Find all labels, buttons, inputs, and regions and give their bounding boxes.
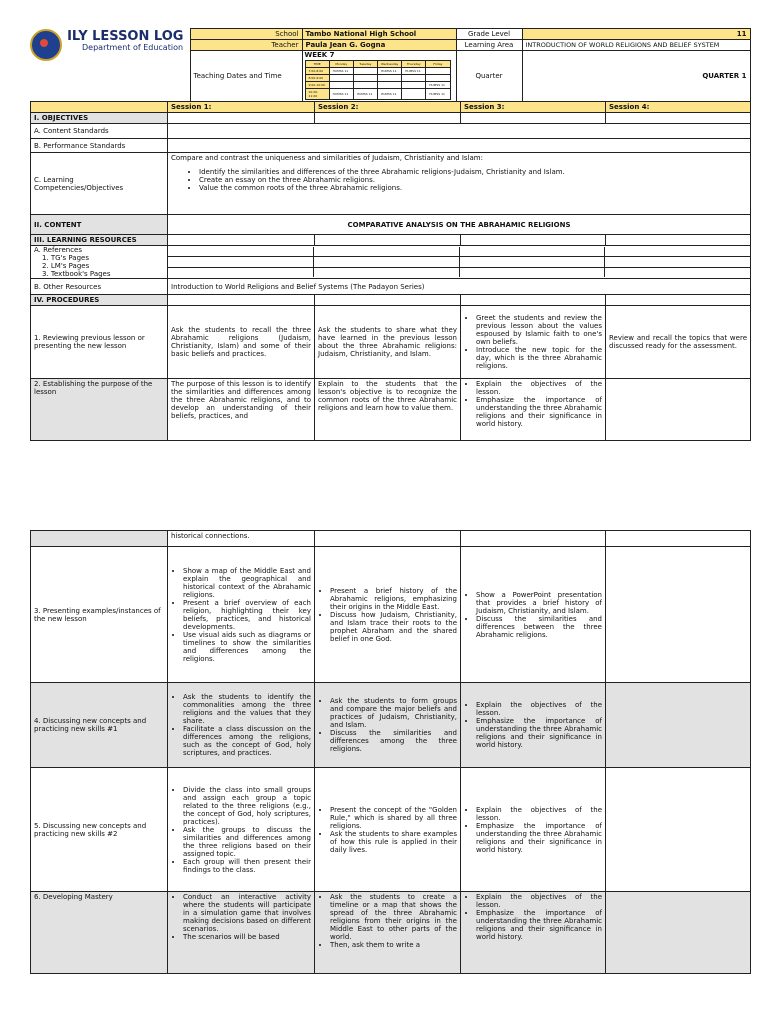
presenting-session-1 bbox=[168, 547, 315, 683]
mini-day: Monday bbox=[329, 61, 353, 68]
presenting-session-4 bbox=[606, 547, 751, 683]
log-title: ILY LESSON LOG bbox=[67, 28, 184, 44]
list-item: • Discuss the similarities and differences between the three Abrahamic religions. bbox=[476, 615, 602, 639]
review-session-4: Review and recall the topics that were discussed ready for the assessment. bbox=[606, 306, 751, 379]
review-label: 1. Reviewing previous lesson or presenting the new lesson bbox=[31, 306, 168, 379]
list-item: • Explain the objectives of the lesson. bbox=[476, 893, 602, 909]
performance-standards-label: B. Performance Standards bbox=[31, 139, 168, 153]
quarter-value: QUARTER 1 bbox=[522, 51, 750, 102]
list-item: • Emphasize the importance of understanding the three Abrahamic religions and their significance in world history. bbox=[476, 717, 602, 749]
competencies-list bbox=[171, 168, 747, 192]
review-session-2: Ask the students to share what they have learned in the previous lesson about the three Abrahamic religions: Judaism, Christianity, and Islam. bbox=[315, 306, 461, 379]
presenting-s3-list bbox=[464, 591, 602, 639]
content-title: COMPARATIVE ANALYSIS ON THE ABRAHAMIC RELIGIONS bbox=[168, 215, 751, 235]
mini-cell bbox=[402, 75, 426, 82]
list-item: • Present a brief history of the Abrahamic religions, emphasizing their origins in the Middle East. bbox=[330, 587, 457, 611]
blank-cell bbox=[606, 113, 751, 124]
discuss2-session-4 bbox=[606, 768, 751, 892]
mastery-session-1 bbox=[168, 892, 315, 974]
mini-day: Friday bbox=[426, 61, 450, 68]
list-item: • Greet the students and review the previous lesson about the values espoused by Islamic faith to one's own beliefs. bbox=[476, 314, 602, 346]
session-3-header: Session 3: bbox=[461, 102, 606, 113]
blank-cell bbox=[605, 256, 751, 267]
review-s3-list bbox=[464, 314, 602, 370]
list-item: • Emphasize the importance of understanding the three Abrahamic religions and their significance in world history. bbox=[476, 396, 602, 428]
teacher-label: Teacher bbox=[190, 40, 302, 51]
blank-cell bbox=[606, 235, 751, 246]
blank-cell bbox=[168, 268, 314, 277]
header-logo-cell bbox=[30, 29, 190, 102]
presenting-s1-list bbox=[171, 567, 311, 663]
discuss1-s1-list bbox=[171, 693, 311, 757]
lesson-log-header bbox=[30, 28, 751, 102]
discuss1-session-2 bbox=[315, 683, 461, 768]
mini-cell: 10:00-11:00 bbox=[305, 89, 329, 100]
other-resources-value: Introduction to World Religions and Belief Systems (The Padayon Series) bbox=[168, 279, 751, 295]
mini-cell bbox=[377, 82, 401, 89]
mini-cell: HUMSS 11 bbox=[426, 82, 450, 89]
blank-cell bbox=[315, 113, 461, 124]
procedures-heading: IV. PROCEDURES bbox=[31, 295, 168, 306]
mini-cell bbox=[353, 82, 377, 89]
mini-cell: 8:00-9:00 bbox=[305, 75, 329, 82]
purpose-session-4 bbox=[606, 379, 751, 441]
mini-cell: HUMSS 11 bbox=[377, 89, 401, 100]
mini-cell bbox=[377, 75, 401, 82]
discuss1-label: 4. Discussing new concepts and practicing new skills #1 bbox=[31, 683, 168, 768]
list-item: • Show a PowerPoint presentation that provides a brief history of Judaism, Christianity, and Islam. bbox=[476, 591, 602, 615]
discuss2-label: 5. Discussing new concepts and practicing new skills #2 bbox=[31, 768, 168, 892]
week-label: WEEK 7 bbox=[304, 51, 335, 59]
list-item: • Divide the class into small groups and assign each group a topic related to the three religions (e.g., the concept of God, holy scriptures, practices). bbox=[183, 786, 311, 826]
mini-day: TIME bbox=[305, 61, 329, 68]
discuss2-s1-list bbox=[171, 786, 311, 874]
blank-cell bbox=[605, 247, 751, 256]
mastery-s2-list bbox=[318, 893, 457, 949]
dates-label: Teaching Dates and Time bbox=[190, 51, 302, 102]
mini-cell: HUMSS 11 bbox=[402, 68, 426, 75]
list-item: • Ask the students to identify the commonalities among the three religions and the values that they share. bbox=[183, 693, 311, 725]
discuss1-s3-list bbox=[464, 701, 602, 749]
blank-cell bbox=[314, 247, 460, 256]
purpose-s3-list bbox=[464, 380, 602, 428]
blank-cell bbox=[606, 531, 751, 547]
mastery-session-3 bbox=[461, 892, 606, 974]
blank-cell bbox=[168, 113, 315, 124]
mini-cell: HUMSS 11 bbox=[353, 89, 377, 100]
content-heading: II. CONTENT bbox=[31, 215, 168, 235]
review-session-1: Ask the students to recall the three Abrahamic religions (Judaism, Christianity, Islam) and some of their basic beliefs and practices. bbox=[168, 306, 315, 379]
list-item: • Emphasize the importance of understanding the three Abrahamic religions and their significance in world history. bbox=[476, 909, 602, 941]
competencies-intro: Compare and contrast the uniqueness and similarities of Judaism, Christianity and Islam: bbox=[171, 154, 483, 162]
school-label: School bbox=[190, 29, 302, 40]
blank-cell bbox=[168, 247, 314, 256]
school-value: Tambo National High School bbox=[302, 29, 456, 40]
list-item: • Ask the groups to discuss the similarities and differences among the three religions based on their assigned topic. bbox=[183, 826, 311, 858]
presenting-label: 3. Presenting examples/instances of the new lesson bbox=[31, 547, 168, 683]
list-item: • Explain the objectives of the lesson. bbox=[476, 806, 602, 822]
blank-cell bbox=[461, 531, 606, 547]
blank-cell bbox=[461, 235, 606, 246]
blank-cell bbox=[31, 531, 168, 547]
discuss1-s2-list bbox=[318, 697, 457, 753]
lm-pages-label: 2. LM's Pages bbox=[42, 262, 90, 270]
references-cell bbox=[31, 246, 168, 279]
list-item: • Discuss the similarities and differences among the three religions. bbox=[330, 729, 457, 753]
grade-value: 11 bbox=[522, 29, 750, 40]
lesson-log-body bbox=[30, 101, 751, 441]
discuss2-s2-list bbox=[318, 806, 457, 854]
list-item: • Ask the students to form groups and compare the major beliefs and practices of Judaism, Christianity, and Islam. bbox=[330, 697, 457, 729]
session-1-header: Session 1: bbox=[168, 102, 315, 113]
discuss2-s3-list bbox=[464, 806, 602, 854]
blank-cell bbox=[314, 256, 460, 267]
blank-cell bbox=[314, 268, 460, 277]
competencies-cell bbox=[168, 153, 751, 215]
objectives-heading: I. OBJECTIVES bbox=[31, 113, 168, 124]
list-item: • Ask the students to create a timeline or a map that shows the spread of the three Abrahamic religions from their origins in the Middle East to other parts of the world. bbox=[330, 893, 457, 941]
week-cell bbox=[302, 51, 456, 102]
deped-seal-icon bbox=[30, 29, 62, 61]
area-label: Learning Area bbox=[456, 40, 522, 51]
list-item: • Emphasize the importance of understanding the three Abrahamic religions and their significance in world history. bbox=[476, 822, 602, 854]
list-item: • Each group will then present their findings to the class. bbox=[183, 858, 311, 874]
blank-cell bbox=[31, 102, 168, 113]
blank-cell bbox=[606, 295, 751, 306]
tg-pages-label: 1. TG's Pages bbox=[42, 254, 89, 262]
blank-cell bbox=[168, 256, 314, 267]
content-standards-value bbox=[168, 124, 751, 139]
discuss2-session-1 bbox=[168, 768, 315, 892]
list-item: • Explain the objectives of the lesson. bbox=[476, 701, 602, 717]
mini-cell: HUMSS 11 bbox=[377, 68, 401, 75]
mini-cell bbox=[329, 75, 353, 82]
blank-cell bbox=[168, 235, 315, 246]
quarter-label: Quarter bbox=[456, 51, 522, 102]
other-resources-label: B. Other Resources bbox=[31, 279, 168, 295]
session-2-header: Session 2: bbox=[315, 102, 461, 113]
references-label: A. References bbox=[34, 246, 83, 254]
list-item: • Conduct an interactive activity where the students will participate in a simulation game that involves making decisions based on different scenarios. bbox=[183, 893, 311, 933]
mini-cell: HUMSS 11 bbox=[426, 89, 450, 100]
department-name: Department of Education bbox=[82, 42, 184, 52]
mini-cell bbox=[329, 82, 353, 89]
textbook-pages-label: 3. Textbook's Pages bbox=[42, 270, 111, 278]
session-4-header: Session 4: bbox=[606, 102, 751, 113]
discuss1-session-1 bbox=[168, 683, 315, 768]
purpose-session-2: Explain to the students that the lesson's objective is to recognize the common roots of the three Abrahamic religions and learn how to value them. bbox=[315, 379, 461, 441]
blank-cell bbox=[605, 268, 751, 277]
mastery-s3-list bbox=[464, 893, 602, 941]
blank-cell bbox=[459, 247, 605, 256]
presenting-session-3 bbox=[461, 547, 606, 683]
competency-item: • Create an essay on the three Abrahamic religions. bbox=[199, 176, 747, 184]
mini-day: Tuesday bbox=[353, 61, 377, 68]
references-subtable bbox=[168, 247, 750, 277]
teacher-value: Paula Jean G. Gogna bbox=[302, 40, 456, 51]
discuss2-session-3 bbox=[461, 768, 606, 892]
mini-cell bbox=[402, 82, 426, 89]
mastery-s1-list bbox=[171, 893, 311, 941]
presenting-session-2 bbox=[315, 547, 461, 683]
blank-cell bbox=[459, 268, 605, 277]
grade-label: Grade Level bbox=[456, 29, 522, 40]
mini-day: Thursday bbox=[402, 61, 426, 68]
blank-cell bbox=[459, 256, 605, 267]
list-item: • Ask the students to share examples of how this rule is applied in their daily lives. bbox=[330, 830, 457, 854]
competency-item: • Identify the similarities and differences of the three Abrahamic religions-Judaism, Christianity and Islam. bbox=[199, 168, 747, 176]
purpose-session-3 bbox=[461, 379, 606, 441]
mastery-session-2 bbox=[315, 892, 461, 974]
discuss1-session-4 bbox=[606, 683, 751, 768]
mini-cell: 9:00-10:00 bbox=[305, 82, 329, 89]
mini-cell: HUMSS 11 bbox=[329, 68, 353, 75]
mini-cell bbox=[353, 75, 377, 82]
mini-cell bbox=[402, 89, 426, 100]
list-item: • Use visual aids such as diagrams or timelines to show the similarities and differences among the religions. bbox=[183, 631, 311, 663]
list-item: • Present the concept of the "Golden Rule," which is shared by all three religions. bbox=[330, 806, 457, 830]
competencies-label: C. Learning Competencies/Objectives bbox=[31, 153, 168, 215]
competency-item: • Value the common roots of the three Abrahamic religions. bbox=[199, 184, 747, 192]
purpose-session-1: The purpose of this lesson is to identify the similarities and differences among the three Abrahamic religions, and to develop an understanding of their beliefs, practices, and bbox=[168, 379, 315, 441]
mastery-session-4 bbox=[606, 892, 751, 974]
mini-cell bbox=[426, 75, 450, 82]
mini-cell: HUMSS 11 bbox=[329, 89, 353, 100]
references-grid bbox=[168, 246, 751, 279]
discuss1-session-3 bbox=[461, 683, 606, 768]
list-item: • Show a map of the Middle East and explain the geographical and historical context of the Abrahamic religions. bbox=[183, 567, 311, 599]
purpose-continued: historical connections. bbox=[168, 531, 315, 547]
mini-schedule bbox=[305, 60, 451, 100]
list-item: • Explain the objectives of the lesson. bbox=[476, 380, 602, 396]
blank-cell bbox=[315, 235, 461, 246]
mini-day: Wednesday bbox=[377, 61, 401, 68]
blank-cell bbox=[315, 531, 461, 547]
presenting-s2-list bbox=[318, 587, 457, 643]
list-item: • Facilitate a class discussion on the differences among the religions, such as the concept of God, holy scriptures, and practices. bbox=[183, 725, 311, 757]
content-standards-label: A. Content Standards bbox=[31, 124, 168, 139]
mini-cell bbox=[353, 68, 377, 75]
review-session-3 bbox=[461, 306, 606, 379]
lesson-log-continued bbox=[30, 530, 751, 974]
list-item: • Then, ask them to write a bbox=[330, 941, 457, 949]
area-value: INTRODUCTION OF WORLD RELIGIONS AND BELIEF SYSTEM bbox=[522, 40, 750, 51]
list-item: • Present a brief overview of each religion, highlighting their key beliefs, practices, and historical developments. bbox=[183, 599, 311, 631]
blank-cell bbox=[461, 113, 606, 124]
list-item: • The scenarios will be based bbox=[183, 933, 311, 941]
mastery-label: 6. Developing Mastery bbox=[31, 892, 168, 974]
purpose-label: 2. Establishing the purpose of the lesson bbox=[31, 379, 168, 441]
list-item: • Introduce the new topic for the day, which is the three Abrahamic religions. bbox=[476, 346, 602, 370]
mini-cell bbox=[426, 68, 450, 75]
performance-standards-value bbox=[168, 139, 751, 153]
mini-cell: 7:00-8:00 bbox=[305, 68, 329, 75]
resources-heading: III. LEARNING RESOURCES bbox=[31, 235, 168, 246]
list-item: • Discuss how Judaism, Christianity, and Islam trace their roots to the prophet Abraham and the shared belief in one God. bbox=[330, 611, 457, 643]
blank-cell bbox=[168, 295, 315, 306]
blank-cell bbox=[461, 295, 606, 306]
discuss2-session-2 bbox=[315, 768, 461, 892]
blank-cell bbox=[315, 295, 461, 306]
